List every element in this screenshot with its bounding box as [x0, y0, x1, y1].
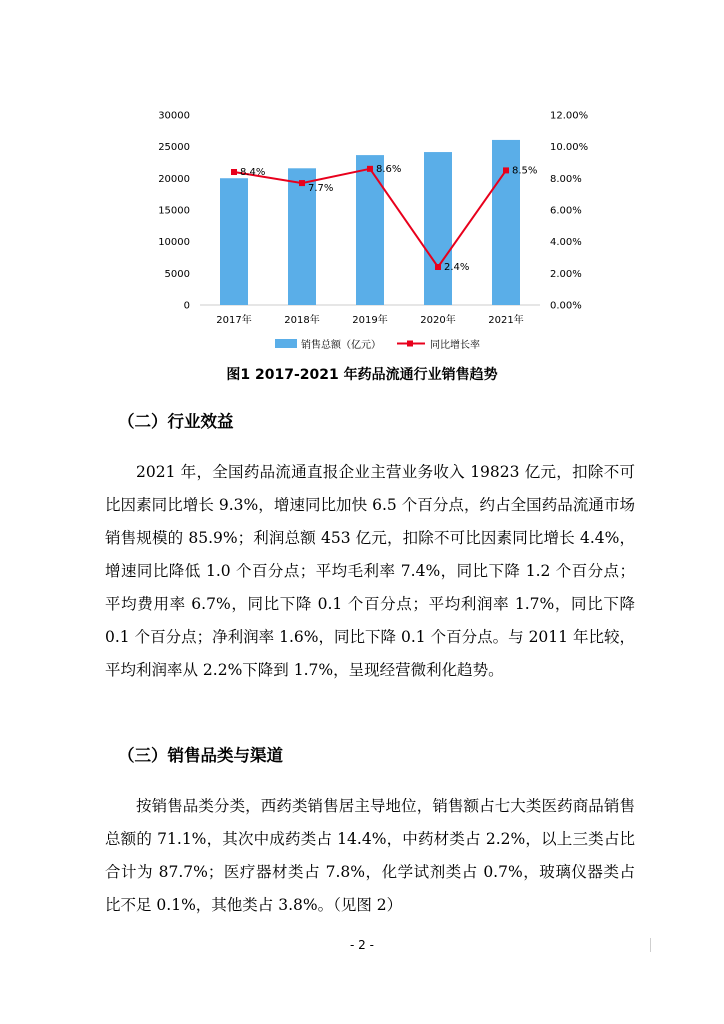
- margin-mark: [650, 938, 651, 952]
- growth-rate-data-label: 2.4%: [444, 262, 470, 273]
- left-axis-tick-label: 25000: [158, 142, 190, 154]
- growth-rate-point: [503, 167, 509, 173]
- sales-bar: [424, 152, 452, 305]
- growth-rate-data-label: 8.6%: [376, 163, 402, 175]
- growth-rate-data-label: 8.4%: [240, 167, 266, 178]
- x-axis-tick-label: 2020年: [420, 315, 456, 326]
- growth-rate-point: [435, 264, 441, 270]
- left-axis-tick-label: 30000: [158, 110, 190, 122]
- figure-caption: 图1 2017-2021 年药品流通行业销售趋势: [226, 367, 498, 383]
- right-axis-tick-label: 2.00%: [550, 268, 582, 280]
- left-axis-tick-label: 20000: [158, 173, 190, 185]
- x-axis-tick-label: 2018年: [284, 315, 320, 326]
- sales-trend-chart: [150, 100, 600, 365]
- right-axis-tick-label: 6.00%: [550, 205, 582, 217]
- sales-bar: [356, 155, 384, 305]
- growth-rate-point: [367, 166, 373, 172]
- growth-rate-data-label: 7.7%: [308, 183, 334, 195]
- legend-bar-swatch: [275, 339, 297, 348]
- left-axis-tick-label: 5000: [164, 268, 190, 280]
- right-axis-tick-label: 12.00%: [550, 110, 589, 122]
- section-heading-sales-category: （三）销售品类与渠道: [118, 746, 283, 765]
- chart-legend: [275, 338, 480, 351]
- sales-category-paragraph: 按销售品类分类，西药类销售居主导地位，销售额占七大类医药商品销售总额的 71.1%，其次中成药类占 14.4%，中药材类占 2.2%，以上三类占比合计为 87.7%；医疗器材类占 7.8%，化学试剂类占 0.7%，玻璃仪器类占比不足 0.1%，其他类占 3.8%。（见图 2）: [105, 797, 635, 914]
- right-axis-tick-label: 10.00%: [550, 142, 589, 154]
- section-heading-industry-benefit: （二）行业效益: [118, 412, 234, 431]
- left-axis-tick-label: 0: [183, 300, 190, 312]
- legend-growth-label: 同比增长率: [430, 340, 480, 351]
- page-number: - 2 -: [350, 938, 374, 952]
- x-axis-tick-label: 2021年: [488, 315, 524, 326]
- right-axis-tick-label: 8.00%: [550, 173, 582, 185]
- growth-rate-data-label: 8.5%: [512, 165, 538, 177]
- left-axis-tick-label: 15000: [158, 205, 190, 217]
- legend-sales-label: 销售总额（亿元）: [301, 340, 381, 351]
- industry-benefit-paragraph: 2021 年，全国药品流通直报企业主营业务收入 19823 亿元，扣除不可比因素同比增长 9.3%，增速同比加快 6.5 个百分点，约占全国药品流通市场销售规模的 85.9%；利润总额 453 亿元，扣除不可比因素同比增长 4.4%，增速同比降低 1.0 个百分点；平均毛利率 7.4%，同比下降 1.2 个百分点；平均费用率 6.7%，同比下降 0.1 个百分点；平均利润率 1.7%，同比下降 0.1 个百分点；净利润率 1.6%，同比下降 0.1 个百分点。与 2011 年比较，平均利润率从 2.2%下降到 1.7%，呈现经营微利化趋势。: [105, 463, 635, 679]
- legend-line-marker: [407, 341, 413, 347]
- sales-bar: [220, 178, 248, 305]
- right-axis-tick-label: 4.00%: [550, 237, 582, 249]
- right-axis-tick-label: 0.00%: [550, 300, 582, 312]
- x-axis-tick-label: 2017年: [216, 315, 252, 326]
- x-axis-tick-label: 2019年: [352, 315, 388, 326]
- growth-rate-point: [299, 180, 305, 186]
- growth-rate-point: [231, 169, 237, 175]
- left-axis-tick-label: 10000: [158, 237, 190, 249]
